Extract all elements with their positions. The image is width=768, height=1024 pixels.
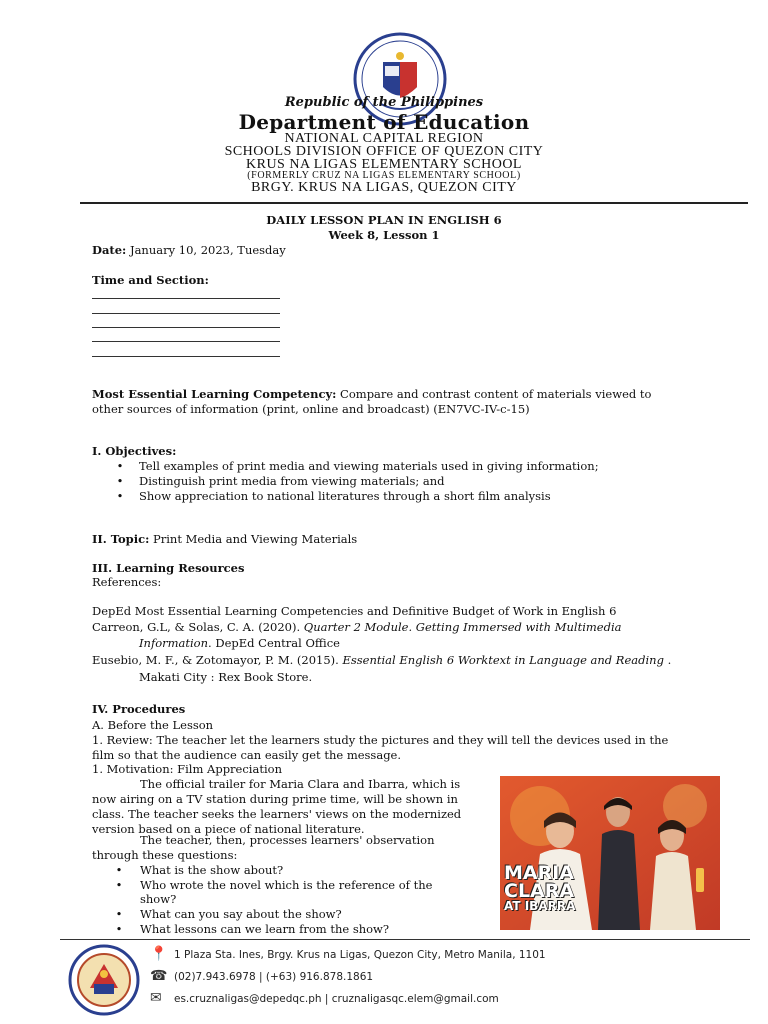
- poster-title-2: CLARA: [504, 880, 575, 902]
- reference-2-title: Quarter 2 Module. Getting Immersed with Multimedia: [303, 620, 622, 634]
- paragraph-line: class. The teacher seeks the learners' views on the modernized: [92, 807, 462, 821]
- school-logo: [68, 944, 140, 1016]
- reference-3-title: Essential English 6 Worktext in Language and Reading: [342, 653, 664, 667]
- melc-text: Compare and contrast content of materials viewed to: [336, 387, 652, 401]
- procedures-heading: IV. Procedures: [92, 702, 186, 716]
- reference-2: [92, 620, 621, 635]
- blank-line: [92, 356, 280, 357]
- paragraph-line: through these questions:: [92, 848, 238, 862]
- resources-heading: III. Learning Resources: [92, 561, 245, 575]
- poster-title-1: MARIA: [504, 862, 575, 884]
- footer-phone: (02)7.943.6978 | (+63) 916.878.1861: [174, 971, 374, 983]
- question-item-cont: show?: [140, 892, 177, 906]
- reference-3-authors: Eusebio, M. F., & Zotomayor, P. M. (2015).: [92, 653, 343, 667]
- objective-item: Tell examples of print media and viewing materials used in giving information;: [139, 459, 599, 473]
- location-pin-icon: 📍: [150, 946, 168, 962]
- division-label: SCHOOLS DIVISION OFFICE OF QUEZON CITY: [224, 144, 544, 159]
- former-name-label: (FORMERLY CRUZ NA LIGAS ELEMENTARY SCHOOL): [247, 170, 521, 181]
- time-section-label: Time and Section:: [92, 273, 209, 287]
- reference-3-publisher: Makati City : Rex Book Store.: [139, 670, 313, 684]
- topic-label: II. Topic:: [92, 532, 150, 546]
- blank-line: [92, 341, 280, 342]
- reference-3-punct: .: [663, 653, 672, 667]
- film-poster-image: [500, 776, 720, 930]
- email-icon: ✉: [150, 990, 162, 1006]
- objectives-heading: I. Objectives:: [92, 444, 177, 458]
- poster-title-3: AT IBARRA: [504, 899, 576, 913]
- question-item: Who wrote the novel which is the reference of the: [140, 878, 433, 892]
- question-item: What is the show about?: [140, 863, 284, 877]
- bullet-icon: •: [116, 459, 124, 473]
- region-label: NATIONAL CAPITAL REGION: [284, 131, 484, 146]
- paragraph-line: The official trailer for Maria Clara and Ibarra, which is: [140, 777, 461, 791]
- bullet-icon: •: [116, 489, 124, 503]
- address-label: BRGY. KRUS NA LIGAS, QUEZON CITY: [251, 180, 517, 195]
- before-lesson: A. Before the Lesson: [92, 718, 214, 732]
- objective-item: Show appreciation to national literatures through a short film analysis: [139, 489, 551, 503]
- objective-item: Distinguish print media from viewing materials; and: [139, 474, 445, 488]
- topic-value: Print Media and Viewing Materials: [149, 532, 358, 546]
- date-line: [92, 243, 286, 258]
- melc-line-1: [92, 387, 651, 402]
- review-line-1: 1. Review: The teacher let the learners study the pictures and they will tell the devices used in the: [92, 733, 669, 747]
- reference-2-publisher: . DepEd Central Office: [208, 636, 340, 650]
- paragraph-line: now airing on a TV station during prime time, will be shown in: [92, 792, 458, 806]
- blank-line: [92, 313, 280, 314]
- review-line-2: film so that the audience can easily get the message.: [92, 748, 402, 762]
- phone-icon: ☎: [150, 968, 168, 984]
- school-label: KRUS NA LIGAS ELEMENTARY SCHOOL: [246, 157, 522, 172]
- question-item: What lessons can we learn from the show?: [140, 922, 390, 936]
- bullet-icon: •: [115, 907, 123, 921]
- bullet-icon: •: [115, 922, 123, 936]
- reference-1: DepEd Most Essential Learning Competencies and Definitive Budget of Work in English 6: [92, 604, 617, 618]
- footer-divider: [60, 939, 750, 940]
- date-value: January 10, 2023, Tuesday: [126, 243, 286, 257]
- references-label: References:: [92, 575, 162, 589]
- republic-label: Republic of the Philippines: [284, 95, 484, 110]
- plan-title: DAILY LESSON PLAN IN ENGLISH 6: [266, 213, 502, 227]
- footer-address: 1 Plaza Sta. Ines, Brgy. Krus na Ligas, Quezon City, Metro Manila, 1101: [174, 949, 546, 961]
- reference-2-authors: Carreon, G.L, & Solas, C. A. (2020).: [92, 620, 304, 634]
- topic-line: [92, 532, 357, 547]
- reference-2-cont: [139, 636, 340, 651]
- question-item: What can you say about the show?: [140, 907, 342, 921]
- reference-3: [92, 653, 671, 668]
- bullet-icon: •: [115, 863, 123, 877]
- reference-2-title-cont: Information: [139, 636, 209, 650]
- header-divider: [80, 202, 748, 204]
- plan-week: Week 8, Lesson 1: [328, 228, 440, 242]
- blank-line: [92, 298, 280, 299]
- bullet-icon: •: [116, 474, 124, 488]
- motivation-line: 1. Motivation: Film Appreciation: [92, 762, 282, 776]
- department-label: Department of Education: [238, 110, 530, 134]
- bullet-icon: •: [115, 878, 123, 892]
- footer-email: es.cruznaligas@depedqc.ph | cruznaligasqc.elem@gmail.com: [174, 993, 499, 1005]
- date-label: Date:: [92, 243, 127, 257]
- blank-line: [92, 327, 280, 328]
- paragraph-line: The teacher, then, processes learners' observation: [140, 833, 435, 847]
- melc-line-2: other sources of information (print, online and broadcast) (EN7VC-IV-c-15): [92, 402, 530, 416]
- melc-label: Most Essential Learning Competency:: [92, 387, 337, 401]
- paragraph-line: version based on a piece of national literature.: [92, 822, 365, 836]
